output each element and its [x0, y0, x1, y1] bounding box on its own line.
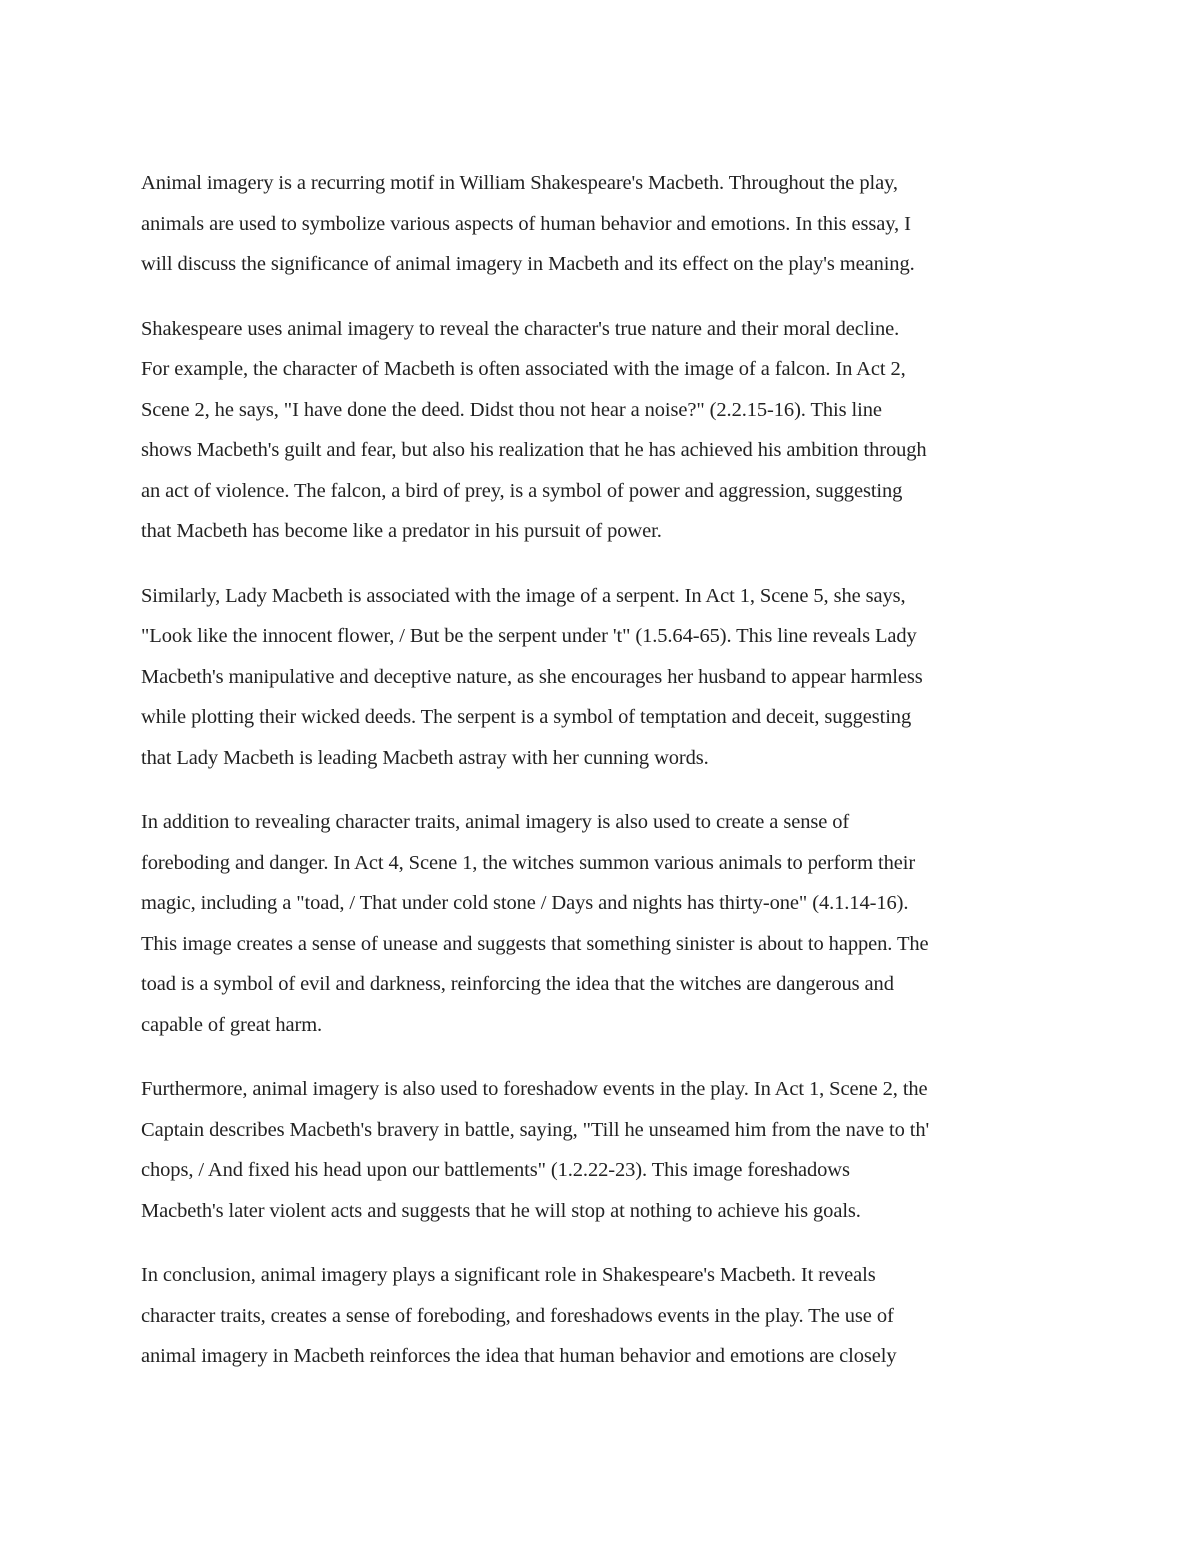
- text-line: Captain describes Macbeth's bravery in battle, saying, "Till he unseamed him from the nave to th': [141, 1118, 930, 1141]
- essay-body: [141, 163, 1071, 1401]
- text-line: will discuss the significance of animal imagery in Macbeth and its effect on the play's meaning.: [141, 253, 915, 275]
- paragraph-intro: [141, 163, 1071, 285]
- text-line: shows Macbeth's guilt and fear, but also his realization that he has achieved his ambition through: [141, 439, 927, 461]
- text-line: In addition to revealing character traits, animal imagery is also used to create a sense of: [141, 811, 850, 833]
- text-line: that Lady Macbeth is leading Macbeth astray with her cunning words.: [141, 746, 709, 769]
- text-line: character traits, creates a sense of foreboding, and foreshadows events in the play. The use of: [141, 1304, 894, 1327]
- text-line: This image creates a sense of unease and suggests that something sinister is about to happen. The: [141, 932, 929, 955]
- text-line: In conclusion, animal imagery plays a significant role in Shakespeare's Macbeth. It reveals: [141, 1264, 876, 1286]
- paragraph-conclusion: [141, 1255, 1071, 1377]
- text-line: foreboding and danger. In Act 4, Scene 1, the witches summon various animals to perform their: [141, 851, 916, 874]
- text-line: magic, including a "toad, / That under cold stone / Days and nights has thirty-one" (4.1.14-16).: [141, 892, 909, 914]
- text-line: Macbeth's later violent acts and suggests that he will stop at nothing to achieve his goals.: [141, 1199, 861, 1222]
- text-line: animals are used to symbolize various aspects of human behavior and emotions. In this essay, I: [141, 212, 911, 235]
- paragraph-foreshadow: [141, 1069, 1071, 1231]
- text-line: For example, the character of Macbeth is often associated with the image of a falcon. In Act 2,: [141, 358, 906, 380]
- paragraph-foreboding: [141, 802, 1071, 1045]
- text-line: Animal imagery is a recurring motif in William Shakespeare's Macbeth. Throughout the play,: [141, 172, 898, 194]
- text-line: Similarly, Lady Macbeth is associated with the image of a serpent. In Act 1, Scene 5, she says,: [141, 584, 906, 607]
- text-line: capable of great harm.: [141, 1013, 323, 1036]
- text-line: animal imagery in Macbeth reinforces the idea that human behavior and emotions are closely: [141, 1345, 897, 1367]
- text-line: Furthermore, animal imagery is also used to foreshadow events in the play. In Act 1, Scene 2, the: [141, 1078, 928, 1100]
- text-line: Macbeth's manipulative and deceptive nature, as she encourages her husband to appear harmless: [141, 665, 923, 688]
- paragraph-falcon: [141, 309, 1071, 552]
- text-line: Scene 2, he says, "I have done the deed. Didst thou not hear a noise?" (2.2.15-16). This line: [141, 398, 882, 421]
- text-line: an act of violence. The falcon, a bird of prey, is a symbol of power and aggression, suggesting: [141, 479, 903, 502]
- text-line: that Macbeth has become like a predator in his pursuit of power.: [141, 520, 662, 542]
- text-line: Shakespeare uses animal imagery to reveal the character's true nature and their moral decline.: [141, 317, 900, 340]
- text-line: toad is a symbol of evil and darkness, reinforcing the idea that the witches are dangerous and: [141, 973, 894, 995]
- text-line: chops, / And fixed his head upon our battlements" (1.2.22-23). This image foreshadows: [141, 1159, 850, 1181]
- text-line: "Look like the innocent flower, / But be the serpent under 't" (1.5.64-65). This line reveals Lady: [141, 625, 917, 647]
- paragraph-serpent: [141, 576, 1071, 779]
- text-line: while plotting their wicked deeds. The serpent is a symbol of temptation and deceit, suggesting: [141, 706, 912, 728]
